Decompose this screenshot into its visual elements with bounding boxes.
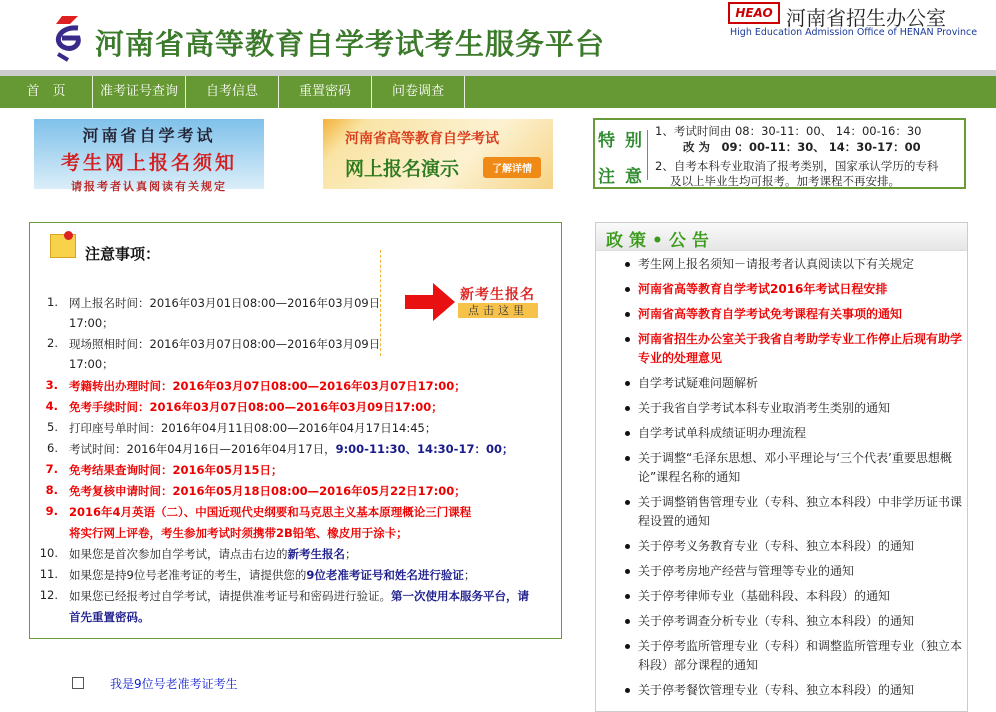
note-segment: 网上报名时间：2016年03月01日08:00—2016年03月09日	[69, 296, 381, 310]
note-text	[69, 546, 357, 562]
click-here-button[interactable]: 点击这里	[458, 303, 538, 318]
banner-line: 河南省高等教育自学考试	[345, 131, 499, 147]
nav-survey[interactable]: 问卷调查	[372, 76, 465, 108]
note-segment: 如果您是持9位号老准考证的考生，请提供您的	[69, 568, 307, 582]
note-segment: 将实行网上评卷，考生参加考试时须携带2B铅笔、橡皮用于涂卡；	[69, 526, 408, 540]
note-text	[69, 609, 150, 625]
policy-news-item[interactable]: 河南省高等教育自学考试免考课程有关事项的通知	[638, 305, 963, 324]
main-nav	[0, 76, 996, 108]
policy-news-item[interactable]: 考生网上报名须知－请报考者认真阅读以下有关规定	[638, 255, 963, 274]
notice-label: 特别	[598, 131, 652, 151]
heao-logo: HEAO	[728, 2, 780, 24]
note-segment: 2016年4月英语（二）、中国近现代史纲要和马克思主义基本原理概论三门课程	[69, 505, 472, 519]
policy-news-item[interactable]: 关于调整“毛泽东思想、邓小平理论与‘三个代表’重要思想概论”课程名称的通知	[638, 449, 963, 487]
note-highlight: 9:00-11:30、14:30-17：00；	[335, 442, 514, 456]
note-number: 11.	[39, 567, 58, 581]
note-text	[69, 378, 466, 394]
nav-home[interactable]: 首 页	[0, 76, 93, 108]
note-segment: 考试时间：2016年04月16日—2016年04月17日，	[69, 442, 336, 456]
note-number: 4.	[45, 399, 58, 413]
note-number: 7.	[45, 462, 58, 476]
note-segment: 免考复核申请时间：2016年05月18日08:00—2016年05月22日17:00；	[69, 484, 466, 498]
policy-news-item[interactable]: 自学考试疑难问题解析	[638, 374, 963, 393]
note-number: 6.	[47, 441, 58, 455]
note-text	[69, 504, 471, 520]
note-text	[69, 483, 466, 499]
note-highlight: 第一次使用本服务平台，请	[391, 589, 529, 603]
note-segment: 17:00；	[69, 357, 114, 371]
notice-text: 2、自考本科专业取消了报考类别，国家承认学历的专科	[655, 159, 939, 173]
old-ticket-checkbox[interactable]	[72, 677, 84, 689]
note-text	[69, 356, 114, 372]
note-number: 1.	[47, 295, 58, 309]
banner-line: 考生网上报名须知	[60, 152, 237, 174]
note-segment: 现场照相时间：2016年03月07日08:00—2016年03月09日	[69, 337, 381, 351]
registration-demo-banner[interactable]	[323, 119, 553, 189]
policy-news-item[interactable]: 关于停考律师专业（基础科段、本科段）的通知	[638, 587, 963, 606]
note-number: 10.	[39, 546, 58, 560]
nav-ticket-query[interactable]: 准考证号查询	[93, 76, 186, 108]
note-text	[69, 567, 475, 583]
nav-reset-password[interactable]: 重置密码	[279, 76, 372, 108]
notice-text: 及以上毕业生均可报考。加考课程不再安排。	[670, 174, 900, 188]
note-segment: 打印座号单时间：2016年04月11日08:00—2016年04月17日14:45；	[69, 421, 437, 435]
registration-notice-banner[interactable]	[34, 119, 264, 193]
note-text	[69, 336, 380, 352]
note-number: 5.	[47, 420, 58, 434]
note-text	[69, 295, 380, 311]
note-text	[69, 399, 443, 415]
note-text	[69, 462, 283, 478]
pin-note-icon	[50, 234, 76, 258]
policy-news-item[interactable]: 关于停考调查分析专业（专科、独立本科段）的通知	[638, 612, 963, 631]
old-ticket-link[interactable]: 我是9位号老准考证考生	[110, 677, 238, 691]
note-number: 12.	[39, 588, 58, 602]
nav-exam-info[interactable]: 自考信息	[186, 76, 279, 108]
policy-news-item[interactable]: 关于停考房地产经营与管理等专业的通知	[638, 562, 963, 581]
note-segment: ；	[345, 547, 357, 561]
divider	[647, 130, 648, 180]
note-highlight: 9位老准考证号和姓名进行验证	[306, 568, 464, 582]
banner-line: 请报考者认真阅读有关规定	[71, 180, 227, 193]
policy-news-item[interactable]: 河南省高等教育自学考试2016年考试日程安排	[638, 280, 963, 299]
policy-news-item[interactable]: 关于停考餐饮管理专业（专科、独立本科段）的通知	[638, 681, 963, 700]
note-text	[69, 525, 408, 541]
policy-news-item[interactable]: 河南省招生办公室关于我省自考助学专业工作停止后现有助学专业的处理意见	[638, 330, 963, 368]
office-name: 河南省招生办公室	[786, 6, 946, 30]
arrow-right-icon	[405, 283, 455, 321]
policy-title: 政策•公告	[606, 231, 715, 251]
policy-news-item[interactable]: 关于调整销售管理专业（专科、独立本科段）中非学历证书课程设置的通知	[638, 493, 963, 531]
policy-news-item[interactable]: 关于停考义务教育专业（专科、独立本科段）的通知	[638, 537, 963, 556]
policy-news-item[interactable]: 关于停考监所管理专业（专科）和调整监所管理专业（独立本科段）部分课程的通知	[638, 637, 963, 675]
notice-label: 注意	[598, 167, 652, 187]
notes-title: 注意事项：	[85, 245, 161, 263]
banner-line: 河南省自学考试	[82, 126, 216, 145]
note-text	[69, 315, 114, 331]
site-title: 河南省高等教育自学考试考生服务平台	[95, 27, 606, 61]
note-segment: ；	[463, 568, 476, 582]
note-segment: 17:00；	[69, 316, 114, 330]
note-number: 3.	[45, 378, 58, 392]
note-segment: 如果您是首次参加自学考试，请点击右边的	[69, 547, 288, 561]
note-text	[69, 441, 513, 457]
note-number: 8.	[45, 483, 58, 497]
note-segment: 免考结果查询时间：2016年05月15日；	[69, 463, 283, 477]
learn-more-button[interactable]: 了解详情	[483, 157, 541, 178]
note-text	[69, 420, 436, 436]
notice-text: 改 为 09：00-11：30、 14：30-17：00	[683, 140, 921, 154]
notice-text: 1、考试时间由 08：30-11：00、 14：00-16：30	[655, 124, 922, 138]
banner-line: 网上报名演示	[345, 158, 460, 180]
note-highlight: 新考生报名	[287, 547, 345, 561]
note-segment: 如果您已经报考过自学考试，请提供准考证号和密码进行验证。	[69, 589, 391, 603]
special-notice-box	[593, 118, 966, 189]
note-segment: 考籍转出办理时间：2016年03月07日08:00—2016年03月07日17:00；	[69, 379, 466, 393]
note-number: 2.	[47, 336, 58, 350]
site-logo	[48, 14, 88, 62]
note-highlight: 首先重置密码。	[69, 610, 150, 624]
new-student-register-link[interactable]: 新考生报名	[460, 287, 535, 303]
policy-news-item[interactable]: 自学考试单科成绩证明办理流程	[638, 424, 963, 443]
policy-news-item[interactable]: 关于我省自学考试本科专业取消考生类别的通知	[638, 399, 963, 418]
note-segment: 免考手续时间：2016年03月07日08:00—2016年03月09日17:00；	[69, 400, 443, 414]
office-name-en: High Education Admission Office of HENAN Province	[730, 27, 978, 38]
note-text	[69, 588, 529, 604]
note-number: 9.	[45, 504, 58, 518]
